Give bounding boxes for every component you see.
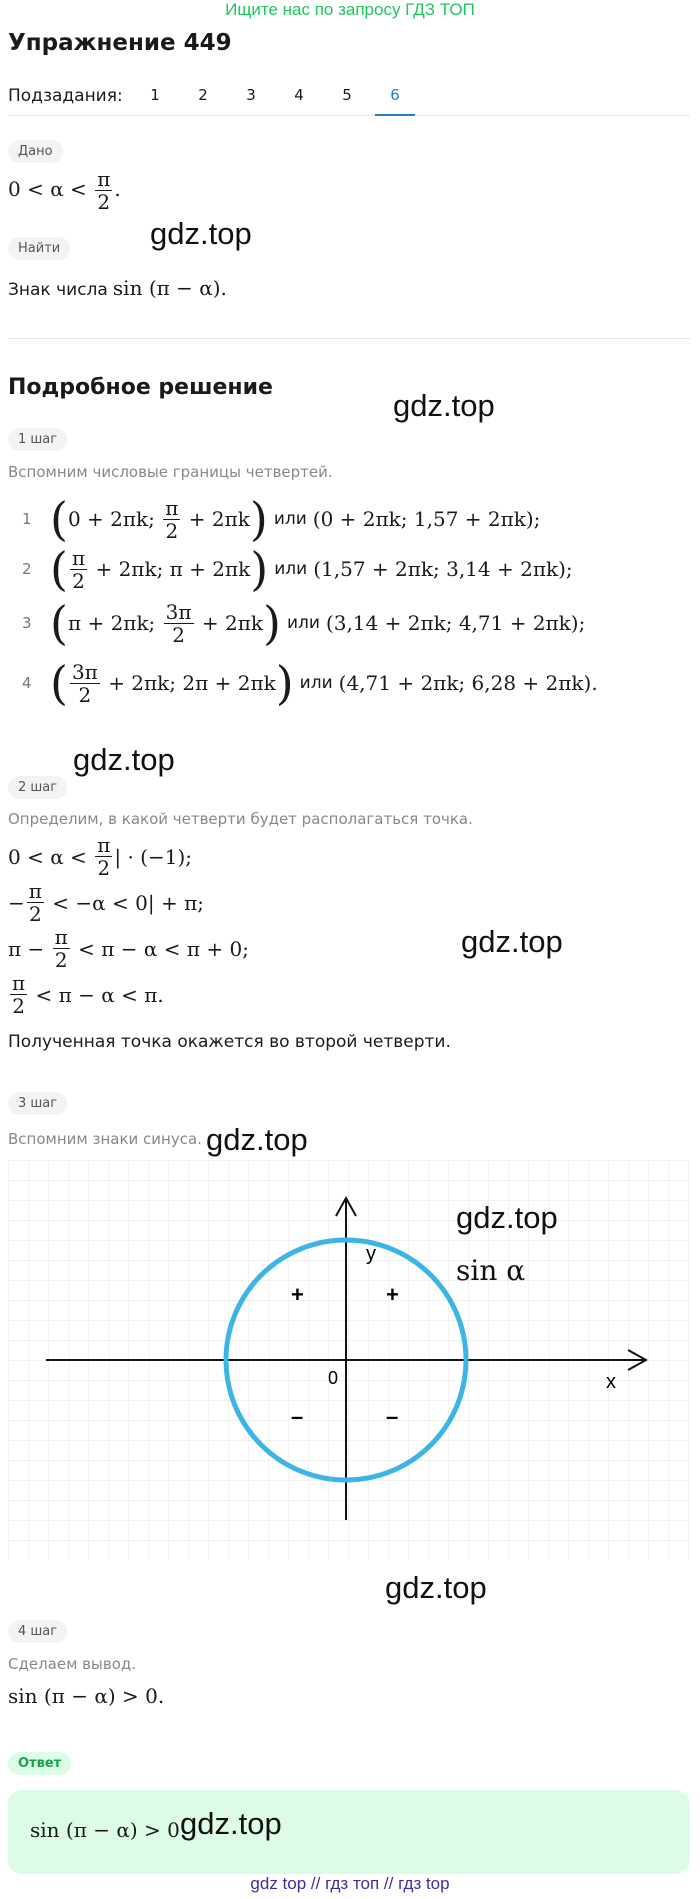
step4-desc: Сделаем вывод. — [8, 1655, 137, 1673]
s2-two: 2 — [12, 994, 25, 1018]
s2-l2-left: − — [8, 890, 25, 915]
given-fraction — [95, 168, 112, 213]
solution-title: Подробное решение — [8, 375, 273, 400]
step2-conclusion: Полученная точка окажется во второй четверти. — [8, 1032, 451, 1052]
given-frac-num: π — [97, 167, 111, 191]
find-math: sin (π − α). — [112, 276, 227, 300]
row1-b: + 2πk — [188, 507, 250, 531]
row2-frac-num: π — [71, 545, 86, 570]
step2-line-4 — [8, 972, 164, 1017]
step1-pill: 1 шаг — [8, 428, 67, 451]
step2-desc: Определим, в какой четверти будет располагаться точка. — [8, 810, 473, 828]
row2-a: + 2πk; π + 2πk — [95, 557, 251, 581]
row4-frac-num: 3π — [71, 659, 98, 684]
subtasks-label: Подзадания: — [8, 86, 123, 106]
subtask-4[interactable]: 4 — [294, 86, 304, 104]
given-frac-den: 2 — [97, 190, 111, 214]
s2-two: 2 — [28, 902, 42, 926]
step3-desc: Вспомним знаки синуса. — [8, 1130, 202, 1148]
x-axis-label: x — [606, 1371, 616, 1393]
row-number: 4 — [22, 674, 32, 692]
s2-two: 2 — [97, 856, 111, 880]
watermark: gdz.top — [73, 742, 175, 777]
row4-c: (4,71 + 2πk; 6,28 + 2πk). — [338, 671, 598, 695]
row4-or: или — [299, 673, 333, 693]
answer-pill: Ответ — [8, 1752, 71, 1775]
subtask-2[interactable]: 2 — [198, 86, 208, 104]
watermark: gdz.top — [456, 1200, 558, 1235]
plus-sign-q1: + — [386, 1282, 399, 1307]
s2-pi: π — [28, 879, 42, 903]
row1-frac-num: π — [165, 495, 179, 520]
subtask-6[interactable]: 6 — [375, 86, 415, 116]
find-expression — [8, 276, 227, 300]
s2-l1-left: 0 < α < — [8, 844, 87, 869]
row2-or: или — [274, 559, 308, 579]
minus-sign-q3: – — [291, 1404, 304, 1429]
row-number: 2 — [22, 560, 32, 578]
step1-desc: Вспомним числовые границы четвертей. — [8, 463, 333, 481]
exercise-title: Упражнение 449 — [8, 30, 232, 56]
given-pill: Дано — [8, 140, 63, 163]
quarter-row-3: 3 ( π + 2πk; $\frac{3\pi}{2}$ + 2πk ) или (3,14 + 2πk; 4,71 + 2πk); — [22, 596, 586, 650]
watermark: gdz.top — [461, 924, 563, 959]
origin-label: 0 — [328, 1368, 339, 1388]
quarter-row-2: 2 ( $\frac{\pi}{2}$ + 2πk; π + 2πk ) или (1,57 + 2πk; 3,14 + 2πk); — [22, 542, 573, 596]
sin-alpha-label: sin α — [456, 1254, 526, 1287]
step2-line-2 — [8, 880, 204, 925]
top-banner: Ищите нас по запросу ГДЗ ТОП — [225, 0, 475, 19]
row1-frac-den: 2 — [165, 518, 179, 543]
s2-l3-left: π − — [8, 936, 45, 961]
step4-math: sin (π − α) > 0. — [8, 1684, 165, 1708]
row3-a: π + 2πk; — [67, 611, 156, 635]
find-text: Знак числа — [8, 280, 108, 300]
minus-sign-q4: – — [386, 1404, 399, 1429]
s2-pi: π — [97, 833, 111, 857]
row3-frac-den: 2 — [172, 622, 185, 647]
row-number: 1 — [22, 510, 32, 528]
footer-links[interactable]: gdz top // гдз топ // гдз top — [250, 1874, 450, 1893]
step2-pill: 2 шаг — [8, 776, 67, 799]
row3-or: или — [286, 613, 320, 633]
row2-c: (1,57 + 2πk; 3,14 + 2πk); — [313, 557, 573, 581]
s2-l4-right: < π − α < π. — [35, 982, 164, 1007]
row-number: 3 — [22, 614, 32, 632]
row4-a: + 2πk; 2π + 2πk — [108, 671, 276, 695]
divider — [8, 338, 690, 339]
step4-pill: 4 шаг — [8, 1620, 67, 1643]
given-expr-left: 0 < α < — [8, 177, 87, 201]
s2-l1-right: | · (−1); — [114, 844, 192, 869]
row3-b: + 2πk — [201, 611, 263, 635]
watermark: gdz.top — [393, 388, 495, 423]
quarter-row-4: 4 ( $\frac{3\pi}{2}$ + 2πk; 2π + 2πk ) или (4,71 + 2πk; 6,28 + 2πk). — [22, 656, 598, 710]
row1-c: (0 + 2πk; 1,57 + 2πk); — [312, 507, 541, 531]
find-pill: Найти — [8, 237, 70, 260]
watermark: gdz.top — [150, 216, 252, 251]
subtask-3[interactable]: 3 — [246, 86, 256, 104]
given-expression — [8, 168, 121, 213]
s2-l2-right: < −α < 0| + π; — [52, 890, 204, 915]
watermark: gdz.top — [385, 1570, 487, 1605]
row2-frac-den: 2 — [72, 568, 85, 593]
row1-a: 0 + 2πk; — [67, 507, 155, 531]
step3-pill: 3 шаг — [8, 1092, 67, 1115]
s2-pi: π — [54, 925, 68, 949]
given-expr-end: . — [114, 177, 121, 201]
watermark: gdz.top — [206, 1122, 308, 1157]
s2-two: 2 — [54, 948, 68, 972]
y-axis-label: y — [366, 1243, 376, 1265]
row3-frac-num: 3π — [165, 599, 192, 624]
s2-l3-right: < π − α < π + 0; — [78, 936, 249, 961]
step2-line-1 — [8, 834, 192, 879]
subtask-1[interactable]: 1 — [150, 86, 160, 104]
subtask-5[interactable]: 5 — [342, 86, 352, 104]
subtasks-nav — [8, 84, 690, 116]
quarter-row-1: 1 ( 0 + 2πk; $\frac{\pi}{2}$ + 2πk ) или (0 + 2πk; 1,57 + 2πk); — [22, 492, 541, 546]
plus-sign-q2: + — [291, 1282, 304, 1307]
row1-or: или — [273, 509, 307, 529]
watermark: gdz.top — [180, 1806, 282, 1841]
step2-line-3 — [8, 926, 249, 971]
row3-c: (3,14 + 2πk; 4,71 + 2πk); — [325, 611, 586, 635]
row4-frac-den: 2 — [78, 682, 92, 707]
sine-signs-graph — [8, 1160, 690, 1560]
answer-math: sin (π − α) > 0. — [30, 1818, 187, 1842]
s2-pi: π — [12, 971, 26, 995]
